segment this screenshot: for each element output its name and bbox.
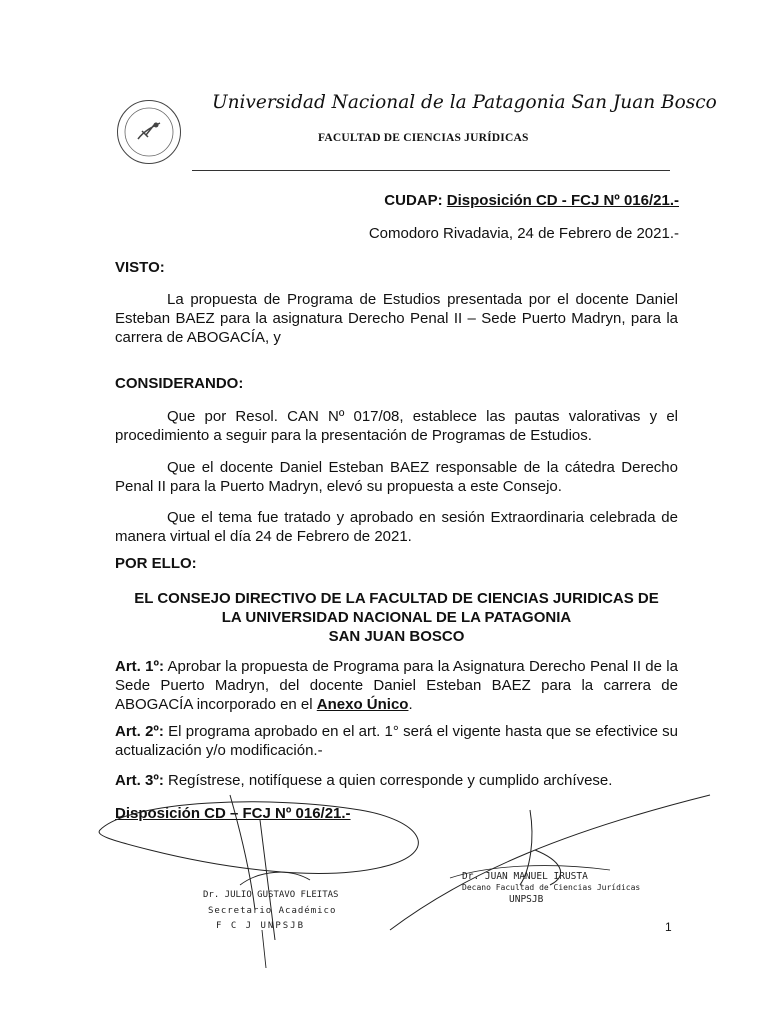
annex-reference: Anexo Único — [316, 696, 409, 713]
article-1-label: Art. 1º: — [115, 658, 164, 675]
secretary-unit: F C J UNPSJB — [216, 921, 306, 931]
reference-number: Disposición CD - FCJ Nº 016/21.- — [446, 192, 679, 209]
dean-title: Decano Facultad de Ciencias Jurídicas — [462, 883, 641, 892]
council-declaration — [115, 589, 678, 646]
article-2-label: Art. 2º: — [115, 723, 164, 740]
dean-name: Dr. JUAN MANUEL IRUSTA — [462, 871, 588, 882]
article-3 — [115, 771, 678, 790]
considerando-paragraph-3 — [115, 508, 678, 546]
considerando-paragraph-2 — [115, 458, 678, 496]
considerando-text-1: Que por Resol. CAN Nº 017/08, establece las pautas valorativas y el procedimiento a seguir para la presentación de Programas de Estudios. — [115, 408, 678, 444]
university-name: Universidad Nacional de la Patagonia San Juan Bosco — [212, 92, 717, 113]
secretary-title: Secretario Académico — [208, 906, 337, 916]
faculty-name: FACULTAD DE CIENCIAS JURÍDICAS — [318, 132, 529, 144]
considerando-paragraph-1 — [115, 407, 678, 445]
university-seal-icon — [117, 100, 181, 164]
dean-unit: UNPSJB — [509, 894, 544, 905]
considerando-heading: CONSIDERANDO: — [115, 375, 244, 392]
council-line-1: EL CONSEJO DIRECTIVO DE LA FACULTAD DE CIENCIAS JURIDICAS DE — [134, 590, 659, 607]
considerando-text-2: Que el docente Daniel Esteban BAEZ responsable de la cátedra Derecho Penal II para la Puerto Madryn, elevó su propuesta a este Consejo. — [115, 459, 678, 495]
article-3-text: Regístrese, notifíquese a quien corresponde y cumplido archívese. — [163, 772, 613, 789]
visto-paragraph — [115, 290, 678, 347]
visto-heading: VISTO: — [115, 259, 165, 276]
handwritten-signatures — [90, 790, 720, 970]
footer-disposition: Disposición CD – FCJ Nº 016/21.- — [115, 805, 351, 822]
council-line-2: LA UNIVERSIDAD NACIONAL DE LA PATAGONIA — [221, 609, 572, 626]
council-line-3: SAN JUAN BOSCO — [328, 628, 465, 645]
article-1-text: Aprobar la propuesta de Programa para la Asignatura Derecho Penal II de la Sede Puerto Madryn, del docente Daniel Esteban BAEZ para la carrera de ABOGACÍA incorporado en el — [115, 658, 678, 713]
page-number: 1 — [665, 920, 672, 934]
considerando-text-3: Que el tema fue tratado y aprobado en sesión Extraordinaria celebrada de manera virtual el día 24 de Febrero de 2021. — [115, 509, 678, 545]
por-ello-heading: POR ELLO: — [115, 555, 197, 572]
article-1-end: . — [408, 696, 413, 713]
secretary-name: Dr. JULIO GUSTAVO FLEITAS — [203, 890, 339, 900]
article-3-label: Art. 3º: — [115, 772, 164, 789]
reference-prefix: CUDAP: — [384, 192, 443, 209]
place-date: Comodoro Rivadavia, 24 de Febrero de 2021.- — [368, 225, 679, 242]
article-1 — [115, 657, 678, 714]
article-2 — [115, 722, 678, 760]
visto-text: La propuesta de Programa de Estudios presentada por el docente Daniel Esteban BAEZ para la asignatura Derecho Penal II – Sede Puerto Madryn, para la carrera de ABOGACÍA, y — [115, 291, 678, 346]
header-divider — [192, 170, 670, 171]
document-reference — [384, 192, 679, 209]
article-2-text: El programa aprobado en el art. 1° será el vigente hasta que se efectivice su actualización y/o modificación.- — [115, 723, 679, 759]
